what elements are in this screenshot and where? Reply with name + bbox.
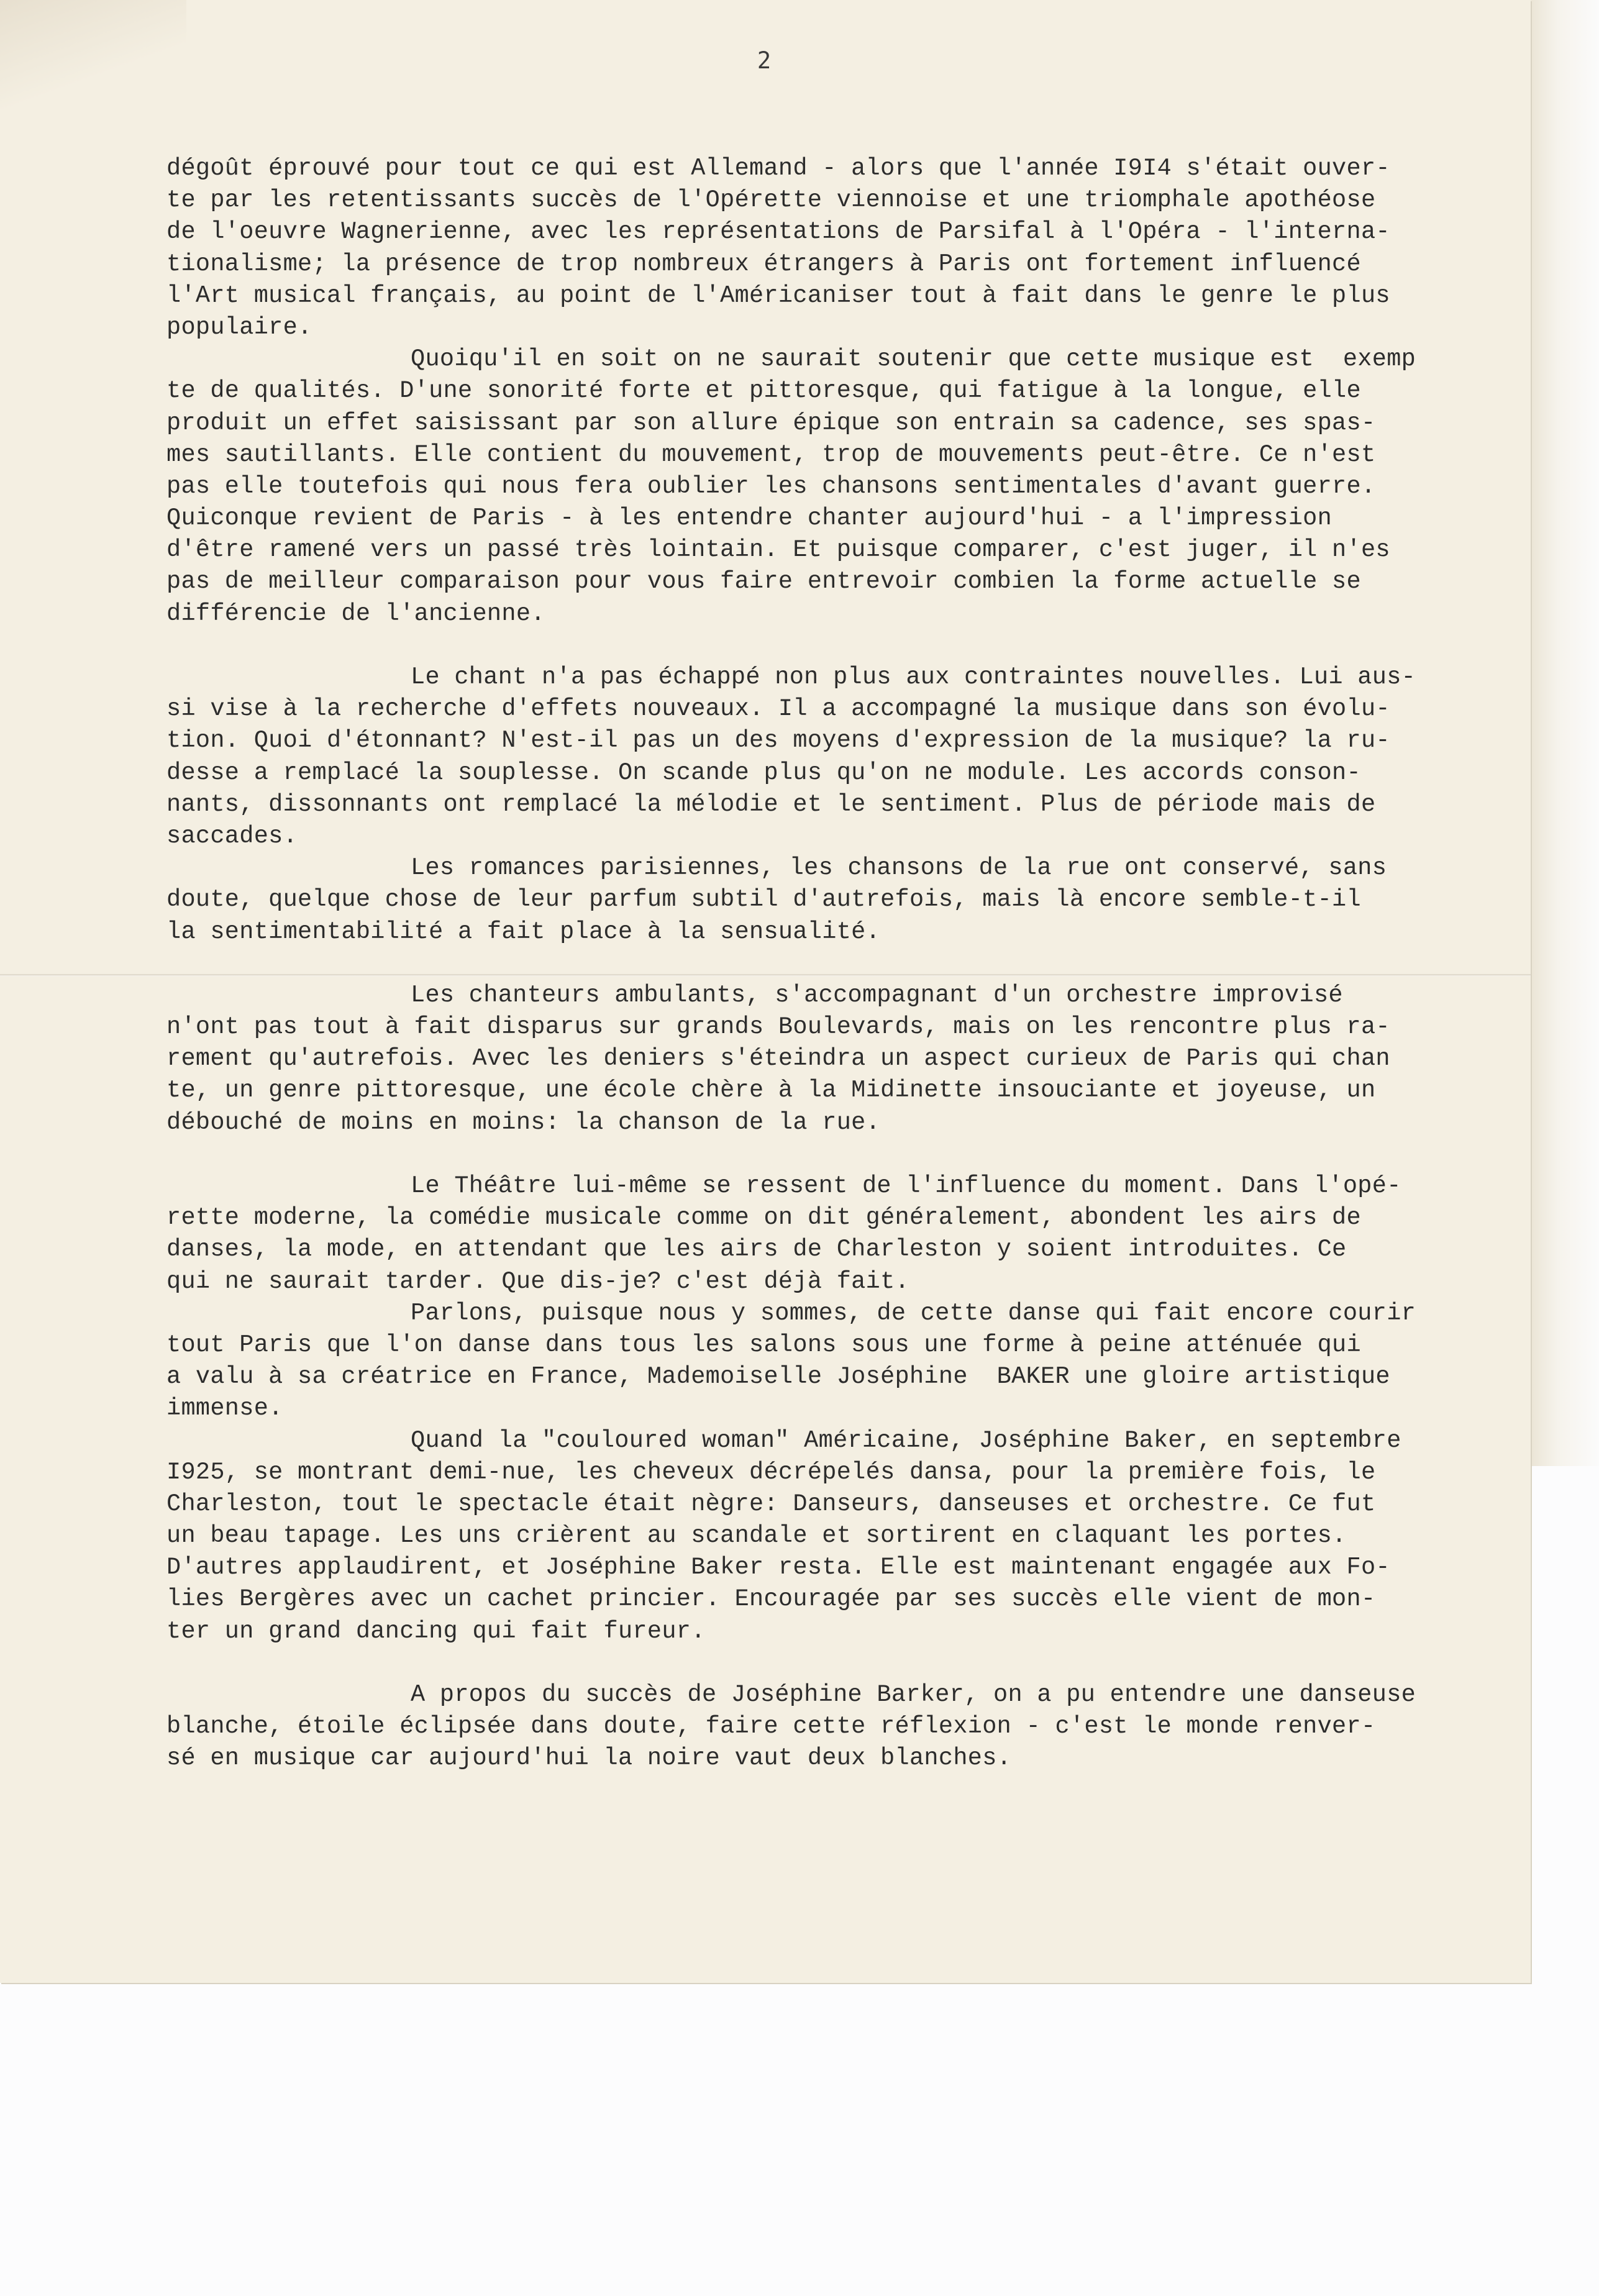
paragraph-gap bbox=[166, 948, 1531, 980]
text-line: danses, la mode, en attendant que les airs de Charleston y soient introduites. Ce bbox=[166, 1236, 1347, 1264]
text-line: doute, quelque chose de leur parfum subtil d'autrefois, mais là encore semble-t-il bbox=[166, 886, 1361, 914]
text-line: différencie de l'ancienne. bbox=[166, 599, 545, 627]
text-line: la sentimentabilité a fait place à la sensualité. bbox=[166, 918, 881, 945]
text-line: I925, se montrant demi-nue, les cheveux décrépelés dansa, pour la première fois, le bbox=[166, 1458, 1376, 1486]
text-line: desse a remplacé la souplesse. On scande plus qu'on ne module. Les accords conson- bbox=[166, 758, 1361, 786]
text-line: de l'oeuvre Wagnerienne, avec les représentations de Parsifal à l'Opéra - l'interna- bbox=[166, 218, 1390, 246]
text-line: Le chant n'a pas échappé non plus aux contraintes nouvelles. Lui aus- bbox=[411, 663, 1416, 691]
text-line: Quiconque revient de Paris - à les entendre chanter aujourd'hui - a l'impression bbox=[166, 504, 1332, 532]
text-line: te par les retentissants succès de l'Opérette viennoise et une triomphale apothéose bbox=[166, 186, 1376, 214]
text-line: débouché de moins en moins: la chanson de la rue. bbox=[166, 1108, 881, 1136]
page-number: 2 bbox=[757, 47, 772, 74]
text-line: pas de meilleur comparaison pour vous faire entrevoir combien la forme actuelle se bbox=[166, 568, 1361, 596]
paragraph-gap bbox=[166, 630, 1531, 662]
text-line: dégoût éprouvé pour tout ce qui est Allemand - alors que l'année I9I4 s'était ouver- bbox=[166, 155, 1390, 182]
text-line: Les romances parisiennes, les chansons de la rue ont conservé, sans bbox=[411, 854, 1387, 882]
text-line: te, un genre pittoresque, une école chère à la Midinette insouciante et joyeuse, un bbox=[166, 1077, 1376, 1105]
text-line: lies Bergères avec un cachet princier. Encouragée par ses succès elle vient de mon- bbox=[166, 1585, 1376, 1613]
text-line: rement qu'autrefois. Avec les deniers s'éteindra un aspect curieux de Paris qui chan bbox=[166, 1045, 1390, 1073]
text-line: produit un effet saisissant par son allure épique son entrain sa cadence, ses spas- bbox=[166, 409, 1376, 437]
paragraph-gap bbox=[166, 1647, 1531, 1679]
text-line: blanche, étoile éclipsée dans doute, faire cette réflexion - c'est le monde renver- bbox=[166, 1713, 1376, 1741]
paragraph bbox=[166, 980, 1531, 1139]
text-line: pas elle toutefois qui nous fera oublier les chansons sentimentales d'avant guerre. bbox=[166, 472, 1376, 500]
paragraph bbox=[166, 662, 1531, 852]
paragraph bbox=[166, 1425, 1531, 1647]
paragraph bbox=[166, 852, 1531, 948]
text-line: te de qualités. D'une sonorité forte et pittoresque, qui fatigue à la longue, elle bbox=[166, 377, 1361, 405]
paragraph bbox=[166, 344, 1531, 630]
text-line: mes sautillants. Elle contient du mouvement, trop de mouvements peut-être. Ce n'est bbox=[166, 440, 1376, 468]
text-line: qui ne saurait tarder. Que dis-je? c'est déjà fait. bbox=[166, 1267, 909, 1295]
text-line: A propos du succès de Joséphine Barker, on a pu entendre une danseuse bbox=[411, 1681, 1416, 1708]
text-line: tion. Quoi d'étonnant? N'est-il pas un des moyens d'expression de la musique? la ru- bbox=[166, 727, 1390, 755]
text-line: un beau tapage. Les uns crièrent au scandale et sortirent en claquant les portes. bbox=[166, 1522, 1347, 1550]
text-line: Quoiqu'il en soit on ne saurait soutenir que cette musique est exemp bbox=[411, 345, 1416, 373]
text-line: ter un grand dancing qui fait fureur. bbox=[166, 1617, 706, 1645]
text-line: tionalisme; la présence de trop nombreux étrangers à Paris ont fortement influencé bbox=[166, 250, 1361, 278]
paragraph bbox=[166, 1170, 1531, 1298]
paragraph bbox=[166, 1679, 1531, 1775]
paper-edge bbox=[1531, 0, 1599, 1466]
text-line: nants, dissonnants ont remplacé la mélodie et le sentiment. Plus de période mais de bbox=[166, 790, 1376, 818]
text-line: Les chanteurs ambulants, s'accompagnant d'un orchestre improvisé bbox=[411, 981, 1343, 1009]
text-line: rette moderne, la comédie musicale comme on dit généralement, abondent les airs de bbox=[166, 1204, 1361, 1232]
paragraph-gap bbox=[166, 1139, 1531, 1170]
text-line: Parlons, puisque nous y sommes, de cette danse qui fait encore courir bbox=[411, 1299, 1416, 1327]
text-line: Quand la "couloured woman" Américaine, Joséphine Baker, en septembre bbox=[411, 1426, 1401, 1454]
text-line: si vise à la recherche d'effets nouveaux. Il a accompagné la musique dans son évolu- bbox=[166, 695, 1390, 723]
text-line: populaire. bbox=[166, 313, 312, 341]
text-line: immense. bbox=[166, 1395, 283, 1423]
paragraph bbox=[166, 1298, 1531, 1425]
text-line: Charleston, tout le spectacle était nègre: Danseurs, danseuses et orchestre. Ce fut bbox=[166, 1490, 1376, 1518]
text-line: l'Art musical français, au point de l'Américaniser tout à fait dans le genre le plus bbox=[166, 281, 1390, 309]
text-line: d'être ramené vers un passé très lointain. Et puisque comparer, c'est juger, il n'es bbox=[166, 536, 1390, 564]
text-line: a valu à sa créatrice en France, Mademoiselle Joséphine BAKER une gloire artistique bbox=[166, 1363, 1390, 1391]
text-line: D'autres applaudirent, et Joséphine Baker resta. Elle est maintenant engagée aux Fo- bbox=[166, 1554, 1390, 1582]
text-line: Le Théâtre lui-même se ressent de l'influence du moment. Dans l'opé- bbox=[411, 1172, 1401, 1200]
text-line: n'ont pas tout à fait disparus sur grands Boulevards, mais on les rencontre plus ra- bbox=[166, 1013, 1390, 1041]
document-body bbox=[166, 153, 1531, 1775]
text-line: sé en musique car aujourd'hui la noire vaut deux blanches. bbox=[166, 1744, 1012, 1772]
text-line: saccades. bbox=[166, 822, 298, 850]
paper-corner-crease bbox=[0, 0, 186, 137]
paragraph bbox=[166, 153, 1531, 344]
text-line: tout Paris que l'on danse dans tous les salons sous une forme à peine atténuée qui bbox=[166, 1331, 1361, 1359]
